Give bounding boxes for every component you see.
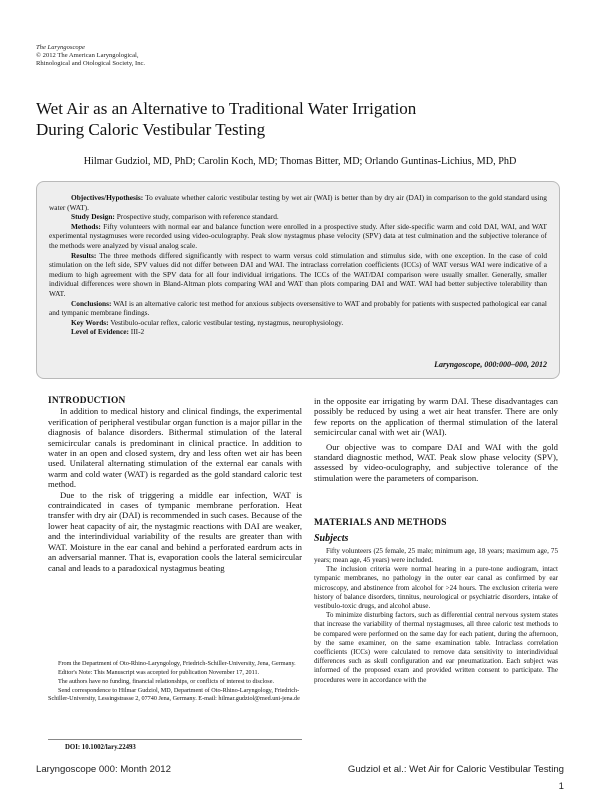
footer-right: Gudziol et al.: Wet Air for Caloric Vestibular Testing [347,764,564,775]
intro-paragraph-2: Due to the risk of triggering a middle ear infection, WAT is contraindicated in cases of tympanic membrane perforation. Heat transfer with dry air (DAI) is recommended in such cases. Because of the lower heat capacity of air, the nystagmic reactions with DAI are weaker, and the interindividual variability of the results are greater than with WAT. Moisture in the ear canal and behind a perforated eardrum acts in an adversarial manner. That is, evaporation cools the lateral semicircular canal and leads to a paradoxical nystagmus beating [48,489,302,573]
title-line-1: Wet Air as an Alternative to Traditional Water Irrigation [36,99,417,118]
society-line: Rhinological and Otological Society, Inc. [36,60,146,67]
intro-heading: INTRODUCTION [48,396,126,406]
methods-paragraph-2: The inclusion criteria were normal hearing in a pure-tone audiogram, intact tympanic membranes, no pathology in the outer ear canal as confirmed by ear microscopy, and abstinence from alcohol for >24 hours. The exclusion criteria were history of balance disorders, tinnitus, neurological or psychiatric disorders, intake of vestibulo-toxic drugs, and alcohol abuse. [314,565,558,611]
copyright-line: © 2012 The American Laryngological, [36,52,139,59]
article-title [36,98,556,140]
footnote-affiliation: From the Department of Oto-Rhino-Laryngology, Friedrich-Schiller-University, Jena, Germany. [58,660,296,667]
footnote-divider [48,739,302,740]
author-list: Hilmar Gudziol, MD, PhD; Carolin Koch, MD; Thomas Bitter, MD; Orlando Guntinas-Lichius, MD, PhD [83,156,517,167]
abstract-objectives: Objectives/Hypothesis: To evaluate whether caloric vestibular testing by wet air (WAI) is better than by dry air (DAI) in comparison to the gold standard using water (WAT). [49,193,547,212]
intro-paragraph-1: In addition to medical history and clinical findings, the experimental verification of peripheral vestibular organ function is a major pillar in the diagnosis of balance disorders. Bithermal stimulation of the lateral semicircular canals is predominant in clinical practice. In addition to water in an open and closed system, dry and less often wet air has been used. Unilateral alternating stimulation of the external ear canals with warm and cold water (WAT) is regarded as the gold standard caloric test method. [48,406,302,490]
left-column [48,396,302,573]
intro-paragraph-2-continued: in the opposite ear irrigating by warm DAI. These disadvantages can possibly be reduced by using a wet air heat transfer. There are only few reports on the application of thermal stimulation of the lateral semicircular canal with wet air (WAI). [314,396,558,438]
methods-paragraph-1: Fifty volunteers (25 female, 25 male; minimum age, 18 years; maximum age, 75 years; mean age, 45 years) were included. [314,546,558,565]
footnote-correspondence: Send correspondence to Hilmar Gudziol, MD, Department of Oto-Rhino-Laryngology, Friedrich-Schiller-University, Lessingstrasse 2, 07740 Jena, Germany. E-mail: hilmar.gudziol@med.uni-jena.de [48,687,300,702]
citation-line: Laryngoscope, 000:000–000, 2012 [434,360,547,370]
right-column [314,396,558,483]
footnotes [48,660,302,704]
abstract-results: Results: The three methods differed significantly with respect to warm versus cold stimulation and stimulus side, with one exception. In the case of cold stimulation on the left side, SPV values did not differ between DAI and WAI. The intraclass correlation coefficients (ICCs) of WAT versus WAI were indicative of a medium to high agreement with the SPV data for all four individual irrigations. The ICCs of the WAT/DAI comparison were usually smaller. Generally, smaller individual differences were shown in Bland-Altman plots comparing WAI and WAT than plots comparing DAI and WAT. WAI had better subjective tolerability than WAT. [49,250,547,298]
abstract-keywords: Key Words: Vestibulo-ocular reflex, caloric vestibular testing, nystagmus, neurophysiology. [71,317,344,327]
footer-left: Laryngoscope 000: Month 2012 [36,764,171,775]
journal-header [36,44,145,68]
subjects-subheading: Subjects [314,533,349,545]
intro-paragraph-3: Our objective was to compare DAI and WAI with the gold standard diagnostic method, WAT. Peak slow phase velocity (SPV), assessed by video-oculography, and subjective tolerance of the stimulation were the parameters of comparison. [314,441,558,483]
abstract-box [36,181,560,379]
doi: DOI: 10.1002/lary.22493 [65,744,136,751]
abstract-methods: Methods: Fifty volunteers with normal ear and balance function were enrolled in a prospective study. After side-specific warm and cold DAI, WAI, and WAT experimental nystagmuses were recorded using video-oculography. Peak slow nystagmus phase velocity (SPV) data at test culmination and the subjective tolerance of the methods were analyzed by visual analog scale. [49,221,547,250]
title-line-2: During Caloric Vestibular Testing [36,120,266,139]
methods-heading: MATERIALS AND METHODS [314,518,447,528]
abstract-evidence: Level of Evidence: III-2 [71,327,145,337]
methods-section [314,518,558,685]
abstract-conclusions: Conclusions: WAI is an alternative caloric test method for anxious subjects oversensitive to WAT and probably for patients with suspected pathological ear canal and tympanic membrane findings. [49,298,547,318]
footnote-disclosure: The authors have no funding, financial relationships, or conflicts of interest to disclose. [58,678,274,685]
journal-name: The Laryngoscope [36,44,85,51]
methods-paragraph-3: To minimize disturbing factors, such as differential central nervous system states that increase the variability of thermal nystagmuses, all three caloric test methods to be compared were performed on the same day for each patient, during the afternoon, by the same examiner, on the same examination table. Intraclass correlation coefficients (ICCs) were calculated to remove data sensitivity to interindividual differences such as skull configuration and ear pneumatization. Each subject was informed of the proposed exam and provided written consent to participate. The procedures were in accordance with the [314,611,558,684]
abstract-design: Study Design: Prospective study, comparison with reference standard. [71,212,279,222]
footnote-editor: Editor's Note: This Manuscript was accepted for publication November 17, 2011. [58,669,260,676]
page-number: 1 [558,781,564,792]
